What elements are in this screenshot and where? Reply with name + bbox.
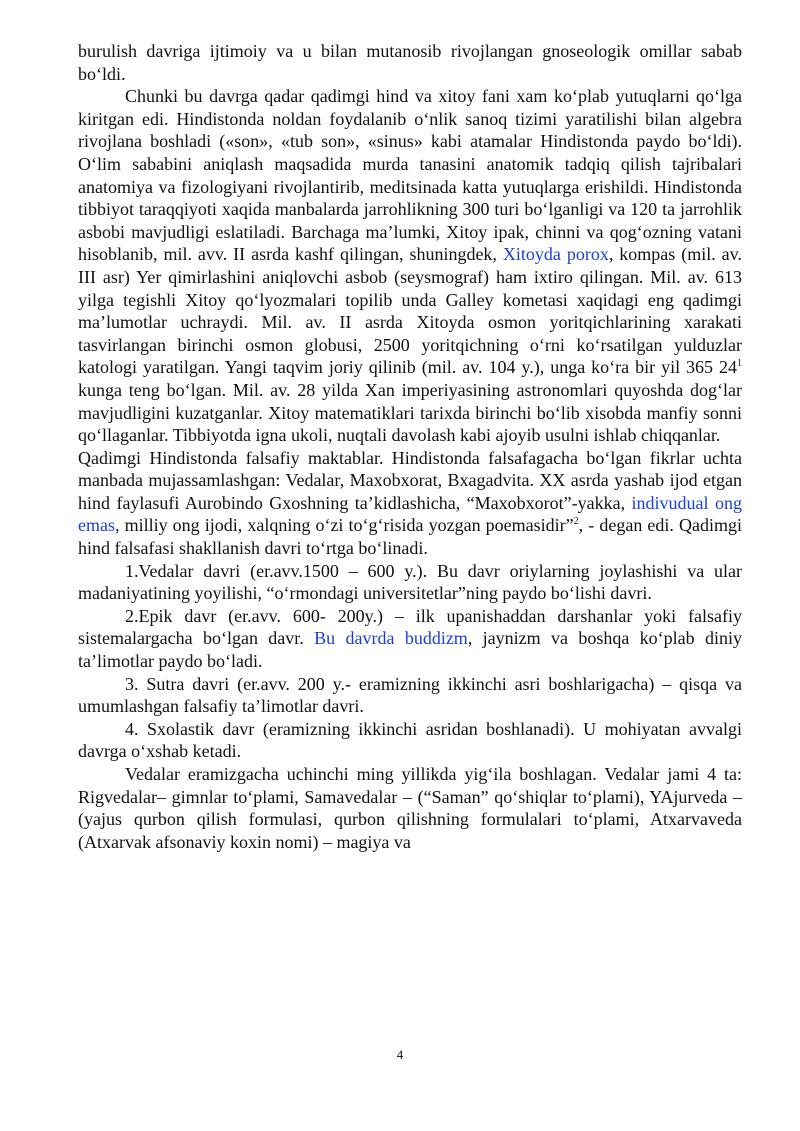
paragraph-text: , - degan edi. Qadimgi hind falsafasi shakllanish davri to‘rtga bo‘linadi. xyxy=(78,515,742,559)
page-number: 4 xyxy=(396,1047,404,1062)
paragraph-epic-period xyxy=(78,605,742,673)
paragraph-text: Qadimgi Hindistonda falsafiy maktablar. Hindistonda falsafagacha bo‘lgan fikrlar uchta manbada mujassamlashgan: Vedalar, Maxobxorat, Bxagadvita. XX asrda yashab ijod etgan hind faylasufi Aurobindo Gxoshning ta’kidlashicha, “Maxobxorot”-yakka, xyxy=(78,447,742,513)
link-bu-davrda-buddizm[interactable]: Bu davrda buddizm xyxy=(314,628,468,649)
paragraph-text: , jaynizm va boshqa ko‘plab diniy ta’limotlar paydo bo‘ladi. xyxy=(78,628,742,672)
paragraph-text: Chunki bu davrga qadar qadimgi hind va xitoy fani xam ko‘plab yutuqlarni qo‘lga kiritgan edi. Hindistonda noldan foydalanib o‘nlik sanoq tizimi yaratilishi bilan algebra rivojlana boshladi («son», «tub son», «sinus» kabi atamalar Hindistonda paydo bo‘ldi). O‘lim sababini aniqlash maqsadida murda tanasini anatomik tadqiq qilish tajribalari anatomiya va fizologiyani rivojlantirib, meditsinada katta yutuqlarga erishildi. Hindistonda tibbiyot taraqqiyoti xaqida manbalarda jarrohlikning 300 turi bo‘lganligi va 120 ta jarrohlik asbobi mavjudligi eslatiladi. Barchaga ma’lumki, Xitoy ipak, chinni va qog‘ozning vatani hisoblanib, mil. avv. II asrda kashf qilingan, shuningdek, xyxy=(78,86,742,265)
paragraph-scholastic-period: 4. Sxolastik davr (eramizning ikkinchi asridan boshlanadi). U mohiyatan avvalgi davrga o‘xshab ketadi. xyxy=(78,718,742,762)
paragraph-text: , kompas (mil. av. III asr) Yer qimirlashini aniqlovchi asbob (seysmograf) ham ixtiro qilingan. Mil. av. 613 yilga tegishli Xitoy qo‘lyozmalari topilib unda Galley kometasi xaqidagi eng qadimgi ma’lumotlar uchraydi. Mil. av. II asrda Xitoyda osmon yoritqichlarining xarakati tasvirlangan birinchi osmon globusi, 2500 yoritqichning o‘rni ko‘rsatilgan yulduzlar katologi yaratilgan. Yangi taqvim joriy qilinib (mil. av. 104 y.), unga ko‘ra bir yil 365 24 xyxy=(78,244,742,378)
paragraph-text: kunga teng bo‘lgan. Mil. av. 28 yilda Xan imperiyasining astronomlari quyoshda dog‘lar mavjudligini kuzatganlar. Xitoy matematiklari tarixda birinchi bo‘lib xisobda manfiy sonni qo‘llaganlar. Tibbiyotda igna ukoli, nuqtali davolash kabi ajoyib usulni ishlab chiqqanlar. xyxy=(78,379,742,446)
paragraph-text: , milliy ong ijodi, xalqning o‘zi to‘g‘risida yozgan poemasidir” xyxy=(114,515,574,536)
document-page xyxy=(78,40,742,853)
footnote-marker: 2 xyxy=(573,516,579,528)
paragraph-vedic-period: 1.Vedalar davri (er.avv.1500 – 600 y.). Bu davr oriylarning joylashishi va ular madaniyatining yoyilishi, “o‘rmondagi universitetlar”ning paydo bo‘lishi davri. xyxy=(78,560,742,604)
paragraph-vedas: Vedalar eramizgacha uchinchi ming yillikda yig‘ila boshlagan. Vedalar jami 4 ta: Rigvedalar– gimnlar to‘plami, Samavedalar – (“Saman” qo‘shiqlar to‘plami), YAjurveda – (yajus qurbon qilish formulasi, qurbon qilishning formulalari to‘plami, Atxarvaveda (Atxarvak afsonaviy koxin nomi) – magiya va xyxy=(78,764,742,852)
link-indivudual-ong[interactable]: indivudual ong emas xyxy=(78,492,742,536)
paragraph-india-china-science xyxy=(78,85,742,447)
paragraph-sutra-period: 3. Sutra davri (er.avv. 200 y.- eramizning ikkinchi asri boshlarigacha) – qisqa va umumlashgan falsafiy ta’limotlar davri. xyxy=(78,673,742,717)
paragraph-indian-schools xyxy=(78,447,742,560)
paragraph-text: 2.Epik davr (er.avv. 600- 200y.) – ilk upanishaddan darshanlar yoki falsafiy sistemalargacha bo‘lgan davr. xyxy=(78,605,742,649)
footnote-marker: 1 xyxy=(737,358,742,370)
link-xitoyda-porox[interactable]: Xitoyda porox xyxy=(502,244,609,265)
paragraph-intro-continuation: burulish davriga ijtimoiy va u bilan mutanosib rivojlangan gnoseologik omillar sabab bo‘ldi. xyxy=(78,41,742,84)
